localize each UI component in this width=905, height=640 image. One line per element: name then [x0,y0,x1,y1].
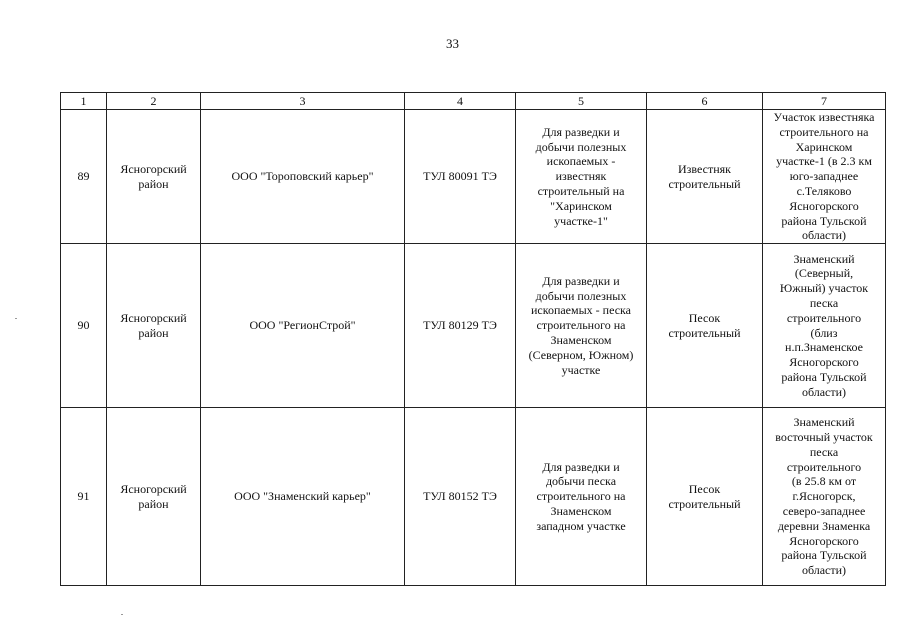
purpose-text: Для разведки и добычи полезных ископаемых - известняк строительный на "Харинском участке-1" [535,124,627,228]
location-text: Знаменский восточный участок песка строительного (в 25.8 км от г.Ясногорск, северо-западнее деревни Знаменка Ясногорского района Тульской области) [775,415,873,578]
mineral-text: Песок строительный [668,310,741,340]
purpose-cell [516,408,647,586]
table-header-row [61,93,886,110]
district-cell [107,244,201,408]
row-number-cell [61,110,107,244]
mineral-cell [647,110,763,244]
mineral-text: Песок строительный [668,481,741,511]
location-cell [763,408,886,586]
license-text: ТУЛ 80129 ТЭ [423,318,497,333]
header-col-4: 4 [405,93,516,110]
mineral-cell [647,244,763,408]
mineral-cell [647,408,763,586]
license-cell [405,244,516,408]
header-col-2: 2 [107,93,201,110]
district-text: Ясногорский район [120,481,187,511]
header-col-5: 5 [516,93,647,110]
company-cell [201,110,405,244]
license-registry-table [60,92,886,586]
row-number-cell [61,244,107,408]
company-cell [201,244,405,408]
row-number-cell [61,408,107,586]
license-text: ТУЛ 80091 ТЭ [423,169,497,184]
header-col-6: 6 [647,93,763,110]
company-text: ООО "Знаменский карьер" [234,489,371,504]
purpose-cell [516,110,647,244]
table-row [61,244,886,408]
district-cell [107,408,201,586]
district-text: Ясногорский район [120,161,187,191]
company-text: ООО "Тороповский карьер" [231,169,374,184]
license-cell [405,408,516,586]
row-number: 89 [77,169,90,184]
company-cell [201,408,405,586]
district-cell [107,110,201,244]
header-col-1: 1 [61,93,107,110]
license-cell [405,110,516,244]
purpose-text: Для разведки и добычи песка строительного на Знаменском западном участке [536,459,626,533]
row-number: 91 [77,489,90,504]
purpose-text: Для разведки и добычи полезных ископаемых - песка строительного на Знаменском (Северном, Южном) участке [528,273,634,377]
location-text: Участок известняка строительного на Харинском участке-1 (в 2.3 км юго-западнее с.Теляково Ясногорского района Тульской области) [773,110,875,243]
header-col-3: 3 [201,93,405,110]
page-number: 33 [446,36,459,51]
scan-speck [15,318,17,319]
table-row [61,408,886,586]
company-text: ООО "РегионСтрой" [249,318,356,333]
table-row [61,110,886,244]
mineral-text: Известняк строительный [668,161,741,191]
location-cell [763,244,886,408]
district-text: Ясногорский район [120,310,187,340]
location-text: Знаменский (Северный, Южный) участок песка строительного (близ н.п.Знаменское Ясногорского района Тульской области) [779,251,869,399]
row-number: 90 [77,318,90,333]
location-cell [763,110,886,244]
license-text: ТУЛ 80152 ТЭ [423,489,497,504]
scan-speck [121,614,123,615]
purpose-cell [516,244,647,408]
header-col-7: 7 [763,93,886,110]
